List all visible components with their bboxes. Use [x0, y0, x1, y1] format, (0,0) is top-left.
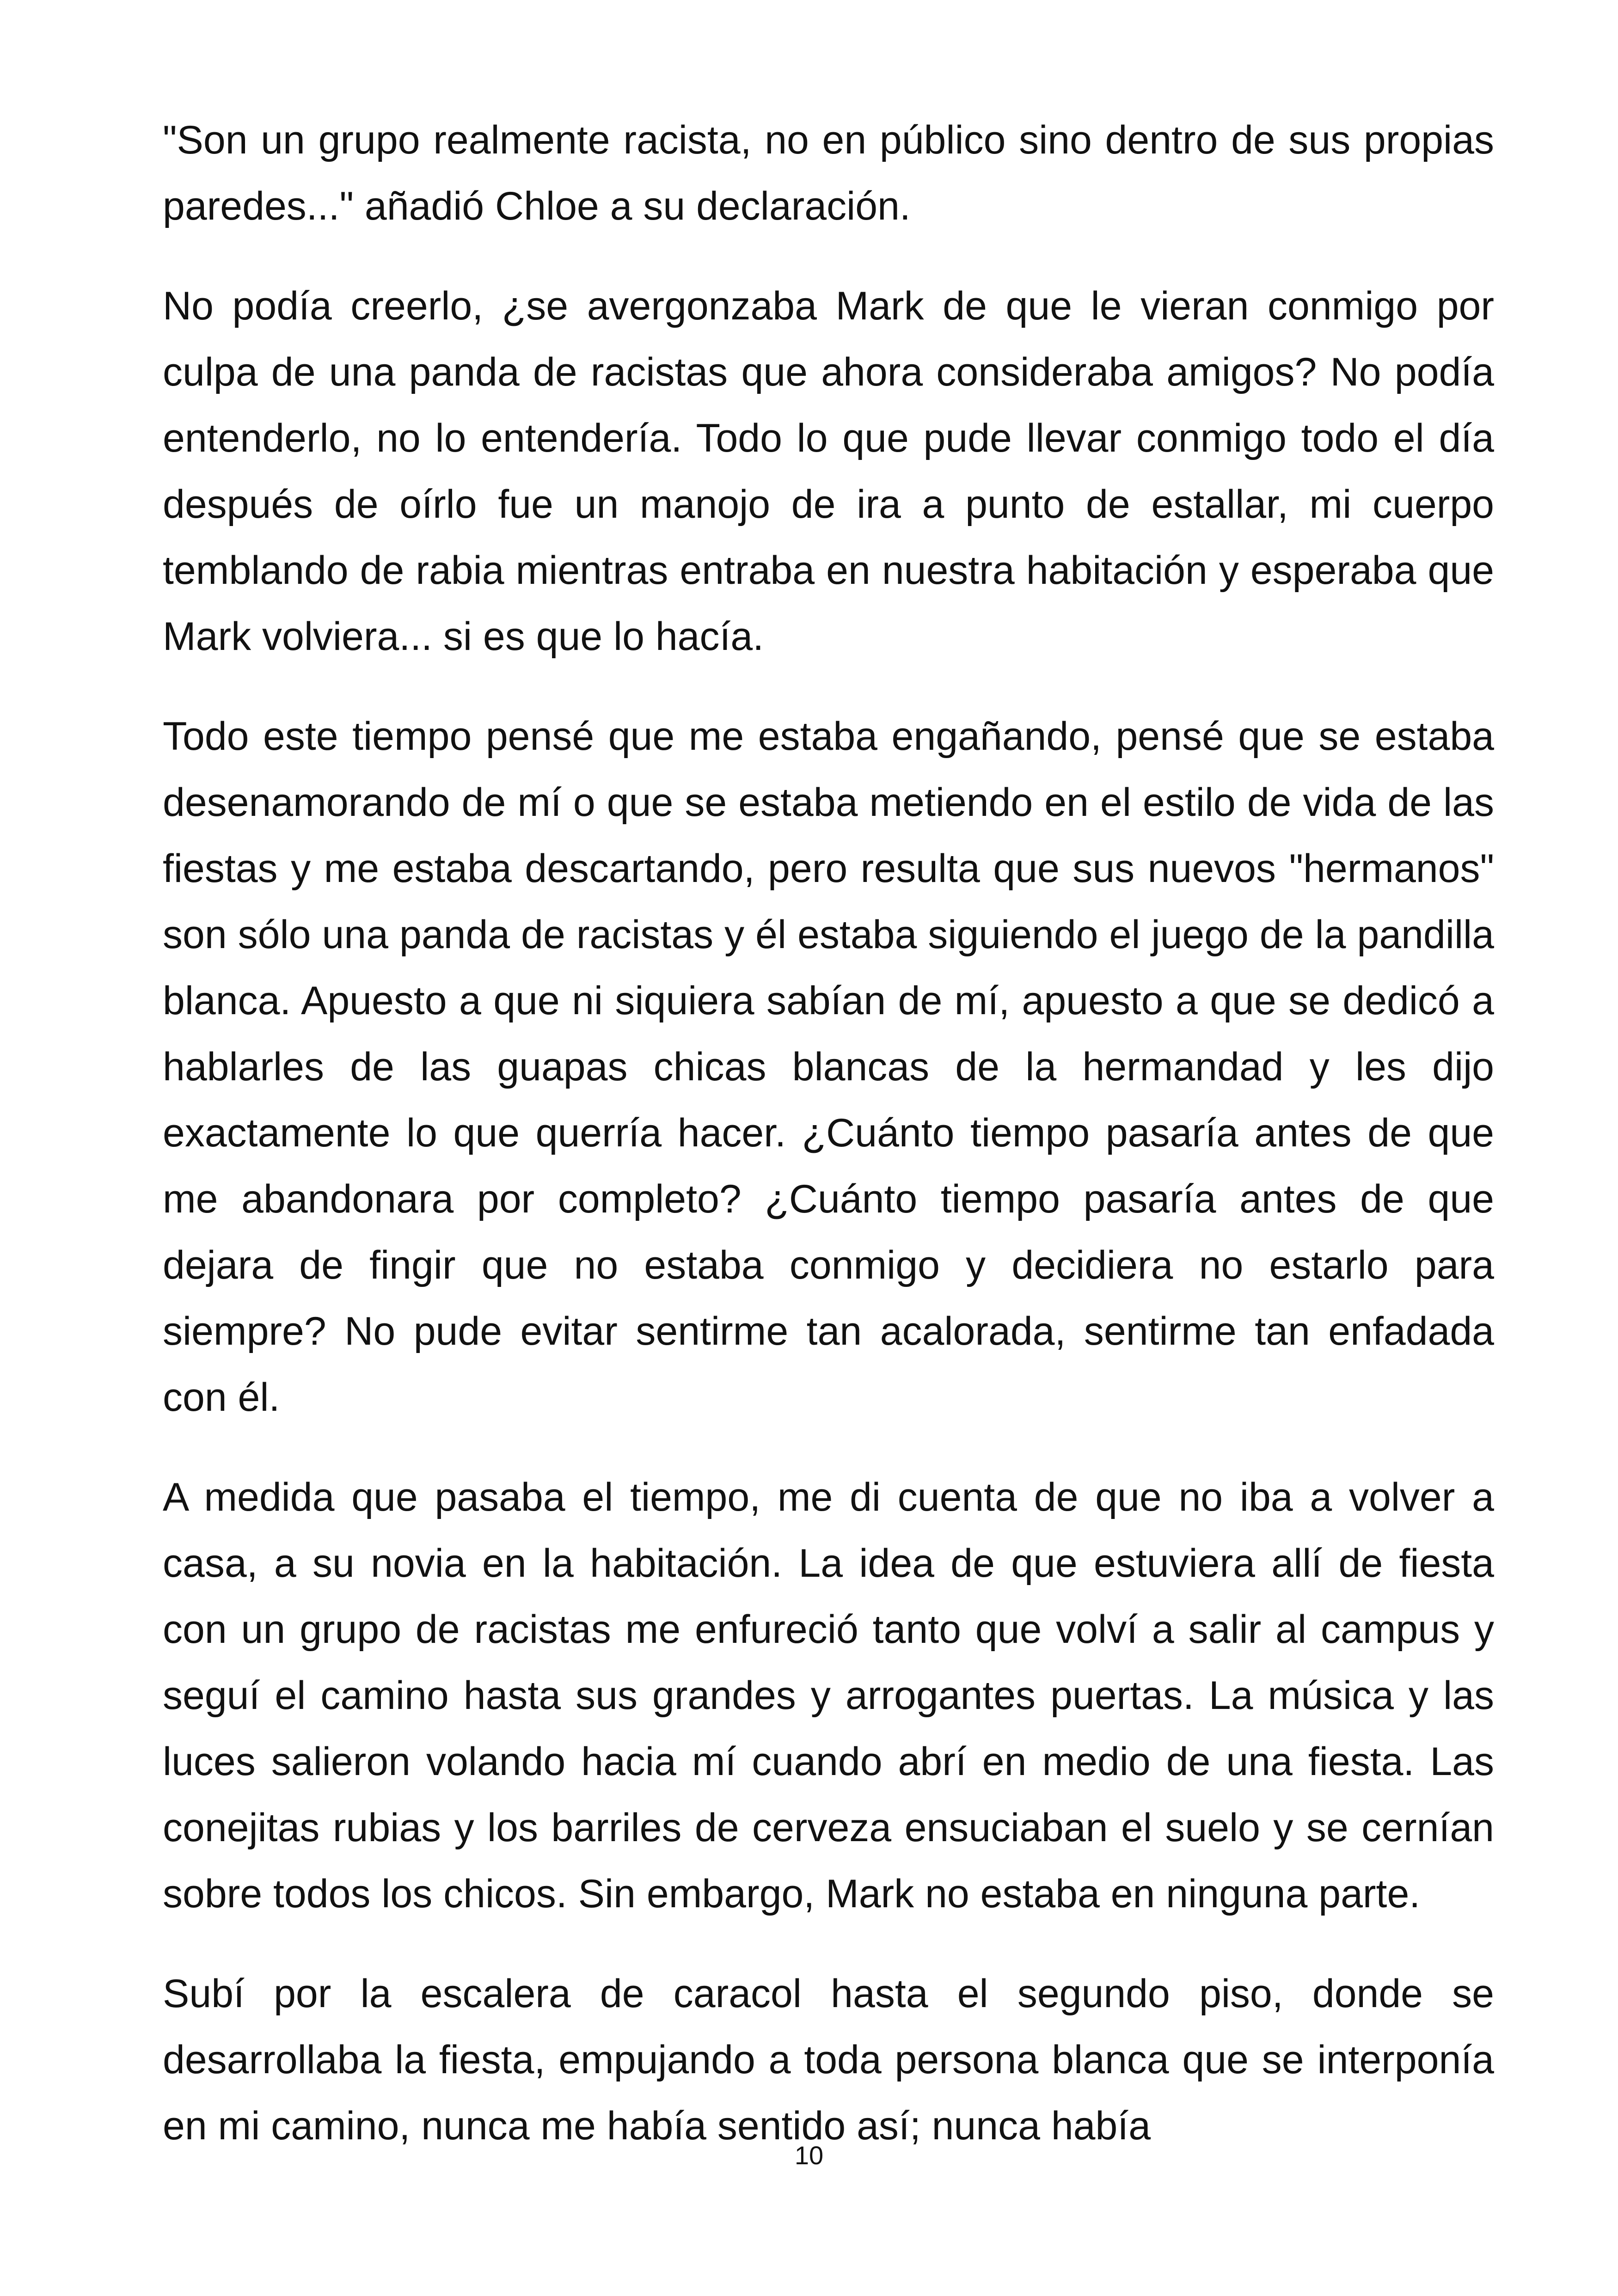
- paragraph-2: No podía creerlo, ¿se avergonzaba Mark de que le vieran conmigo por culpa de una panda de racistas que ahora consideraba amigos? No podía entenderlo, no lo entendería. Todo lo que pude llevar conmigo todo el día después de oírlo fue un manojo de ira a punto de estallar, mi cuerpo temblando de rabia mientras entraba en nuestra habitación y esperaba que Mark volviera... si es que lo hacía.: [163, 284, 1494, 659]
- text-body: [163, 107, 1494, 2159]
- paragraph-5: Subí por la escalera de caracol hasta el segundo piso, donde se desarrollaba la fiesta, empujando a toda persona blanca que se interponía en mi camino, nunca me había sentido así; nunca había: [163, 1971, 1494, 2148]
- paragraph-4: A medida que pasaba el tiempo, me di cuenta de que no iba a volver a casa, a su novia en la habitación. La idea de que estuviera allí de fiesta con un grupo de racistas me enfureció tanto que volví a salir al campus y seguí el camino hasta sus grandes y arrogantes puertas. La música y las luces salieron volando hacia mí cuando abrí en medio de una fiesta. Las conejitas rubias y los barriles de cerveza ensuciaban el suelo y se cernían sobre todos los chicos. Sin embargo, Mark no estaba en ninguna parte.: [163, 1475, 1494, 1916]
- page-number: 10: [794, 2141, 824, 2170]
- paragraph-1: "Son un grupo realmente racista, no en público sino dentro de sus propias paredes..." añadió Chloe a su declaración.: [163, 118, 1494, 228]
- paragraph-3: Todo este tiempo pensé que me estaba engañando, pensé que se estaba desenamorando de mí o que se estaba metiendo en el estilo de vida de las fiestas y me estaba descartando, pero resulta que sus nuevos "hermanos" son sólo una panda de racistas y él estaba siguiendo el juego de la pandilla blanca. Apuesto a que ni siquiera sabían de mí, apuesto a que se dedicó a hablarles de las guapas chicas blancas de la hermandad y les dijo exactamente lo que querría hacer. ¿Cuánto tiempo pasaría antes de que me abandonara por completo? ¿Cuánto tiempo pasaría antes de que dejara de fingir que no estaba conmigo y decidiera no estarlo para siempre? No pude evitar sentirme tan acalorada, sentirme tan enfadada con él.: [163, 714, 1494, 1420]
